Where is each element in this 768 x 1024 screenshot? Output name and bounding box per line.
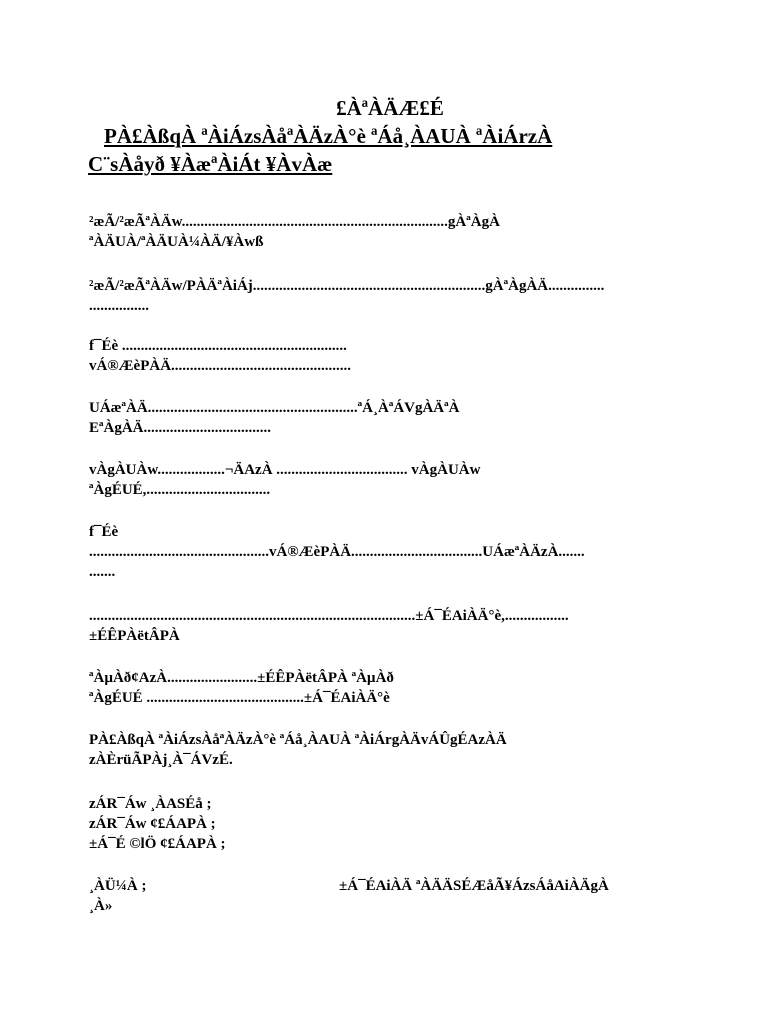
relation-line: ªÀÄUÀ/ªÀÄUÀ¼ÀÄ/¥Àwß <box>89 234 264 250</box>
document-title <box>0 94 768 178</box>
school-name-line: .......................................................................................±Á¯ÉAiÀÄ°è,................. <box>89 608 569 624</box>
field-class-range <box>89 460 689 500</box>
academic-label: ±ÉÊPÀëtÂPÀ <box>89 628 180 644</box>
school-district-label: f¯Éè <box>89 524 119 540</box>
title-line-2: PÀ£ÀßqÀ ªÀiÁzsÀåªÀÄzÀ°è ªÁå¸ÀAUÀ ªÀiÁrzÀ <box>104 124 553 148</box>
resident-line: EªÀgÀÄ.................................. <box>89 420 271 436</box>
statement-line-1: PÀ£ÀßqÀ ªÀiÁzsÀåªÀÄzÀ°è ªÁå¸ÀAUÀ ªÀiÁrgÀÄvÁÛgÉAzÀÄ <box>89 732 507 748</box>
leaving-date: ±Á¯É ©lÖ ¢£ÁAPÀ ; <box>89 836 226 852</box>
title-line-3: C¨sÀåyð ¥ÀæªÀiÁt ¥ÀvÀæ <box>88 152 333 176</box>
title-line-1: £ÀªÀÄÆ£É <box>336 96 444 120</box>
signature-label: ¸À» <box>89 898 113 914</box>
district-line: f¯Éè ............................................................ <box>89 338 347 354</box>
place-label: ¸ÀÜ¼À ; <box>89 878 147 894</box>
academic-year-to-line: ªÀgÉUÉ ..........................................±Á¯ÉAiÀÄ°è <box>89 690 390 706</box>
headmaster-label: ±Á¯ÉAiÀÄ ªÀÄÄSÉÆåÃ¥ÁzsÁåAiÀÄgÀ <box>339 878 609 894</box>
class-until-line: ªÀgÉUÉ,................................. <box>89 482 271 498</box>
admission-details <box>89 794 689 854</box>
field-village <box>89 398 689 438</box>
signature-block <box>89 876 689 916</box>
certification-statement <box>89 730 689 770</box>
school-location-continuation: ....... <box>89 564 116 580</box>
class-from-to-line: vÀgÀUÀw..................¬ÄAzÀ ................................... vÀgÀUÀw <box>89 462 481 478</box>
field-parent-name <box>89 212 689 252</box>
student-name-line: ²æÃ/²æÃªÀÄw/PÀÄªÀiÁj..............................................................gÀªÀgÀÄ............... <box>89 278 605 294</box>
field-school-name <box>89 606 689 646</box>
village-line: UÁæªÀÄ........................................................ªÁ¸ÀªÁVgÀÄªÀ <box>89 400 460 416</box>
admission-number: zÁR¯Áw ¸ÀASÉå ; <box>89 796 212 812</box>
field-academic-years <box>89 668 689 708</box>
taluk-line: vÁ®ÆèPÀÄ................................................ <box>89 358 352 374</box>
field-district-taluk <box>89 336 689 376</box>
parent-name-line: ²æÃ/²æÃªÀÄw.......................................................................gÀªÀgÀ <box>89 214 500 230</box>
admission-date: zÁR¯Áw ¢£ÁAPÀ ; <box>89 816 216 832</box>
student-name-continuation: ................ <box>89 298 149 314</box>
field-student-name <box>89 276 689 316</box>
academic-year-from-line: ªÀµÀð¢AzÀ........................±ÉÊPÀëtÂPÀ ªÀµÀð <box>89 670 394 686</box>
field-school-location <box>89 522 689 582</box>
statement-line-2: zÀÈrüÃPÀj¸À¯ÁVzÉ. <box>89 752 233 768</box>
school-taluk-village-line: ................................................vÁ®ÆèPÀÄ...................................UÁæªÀÄzÀ....... <box>89 544 585 560</box>
